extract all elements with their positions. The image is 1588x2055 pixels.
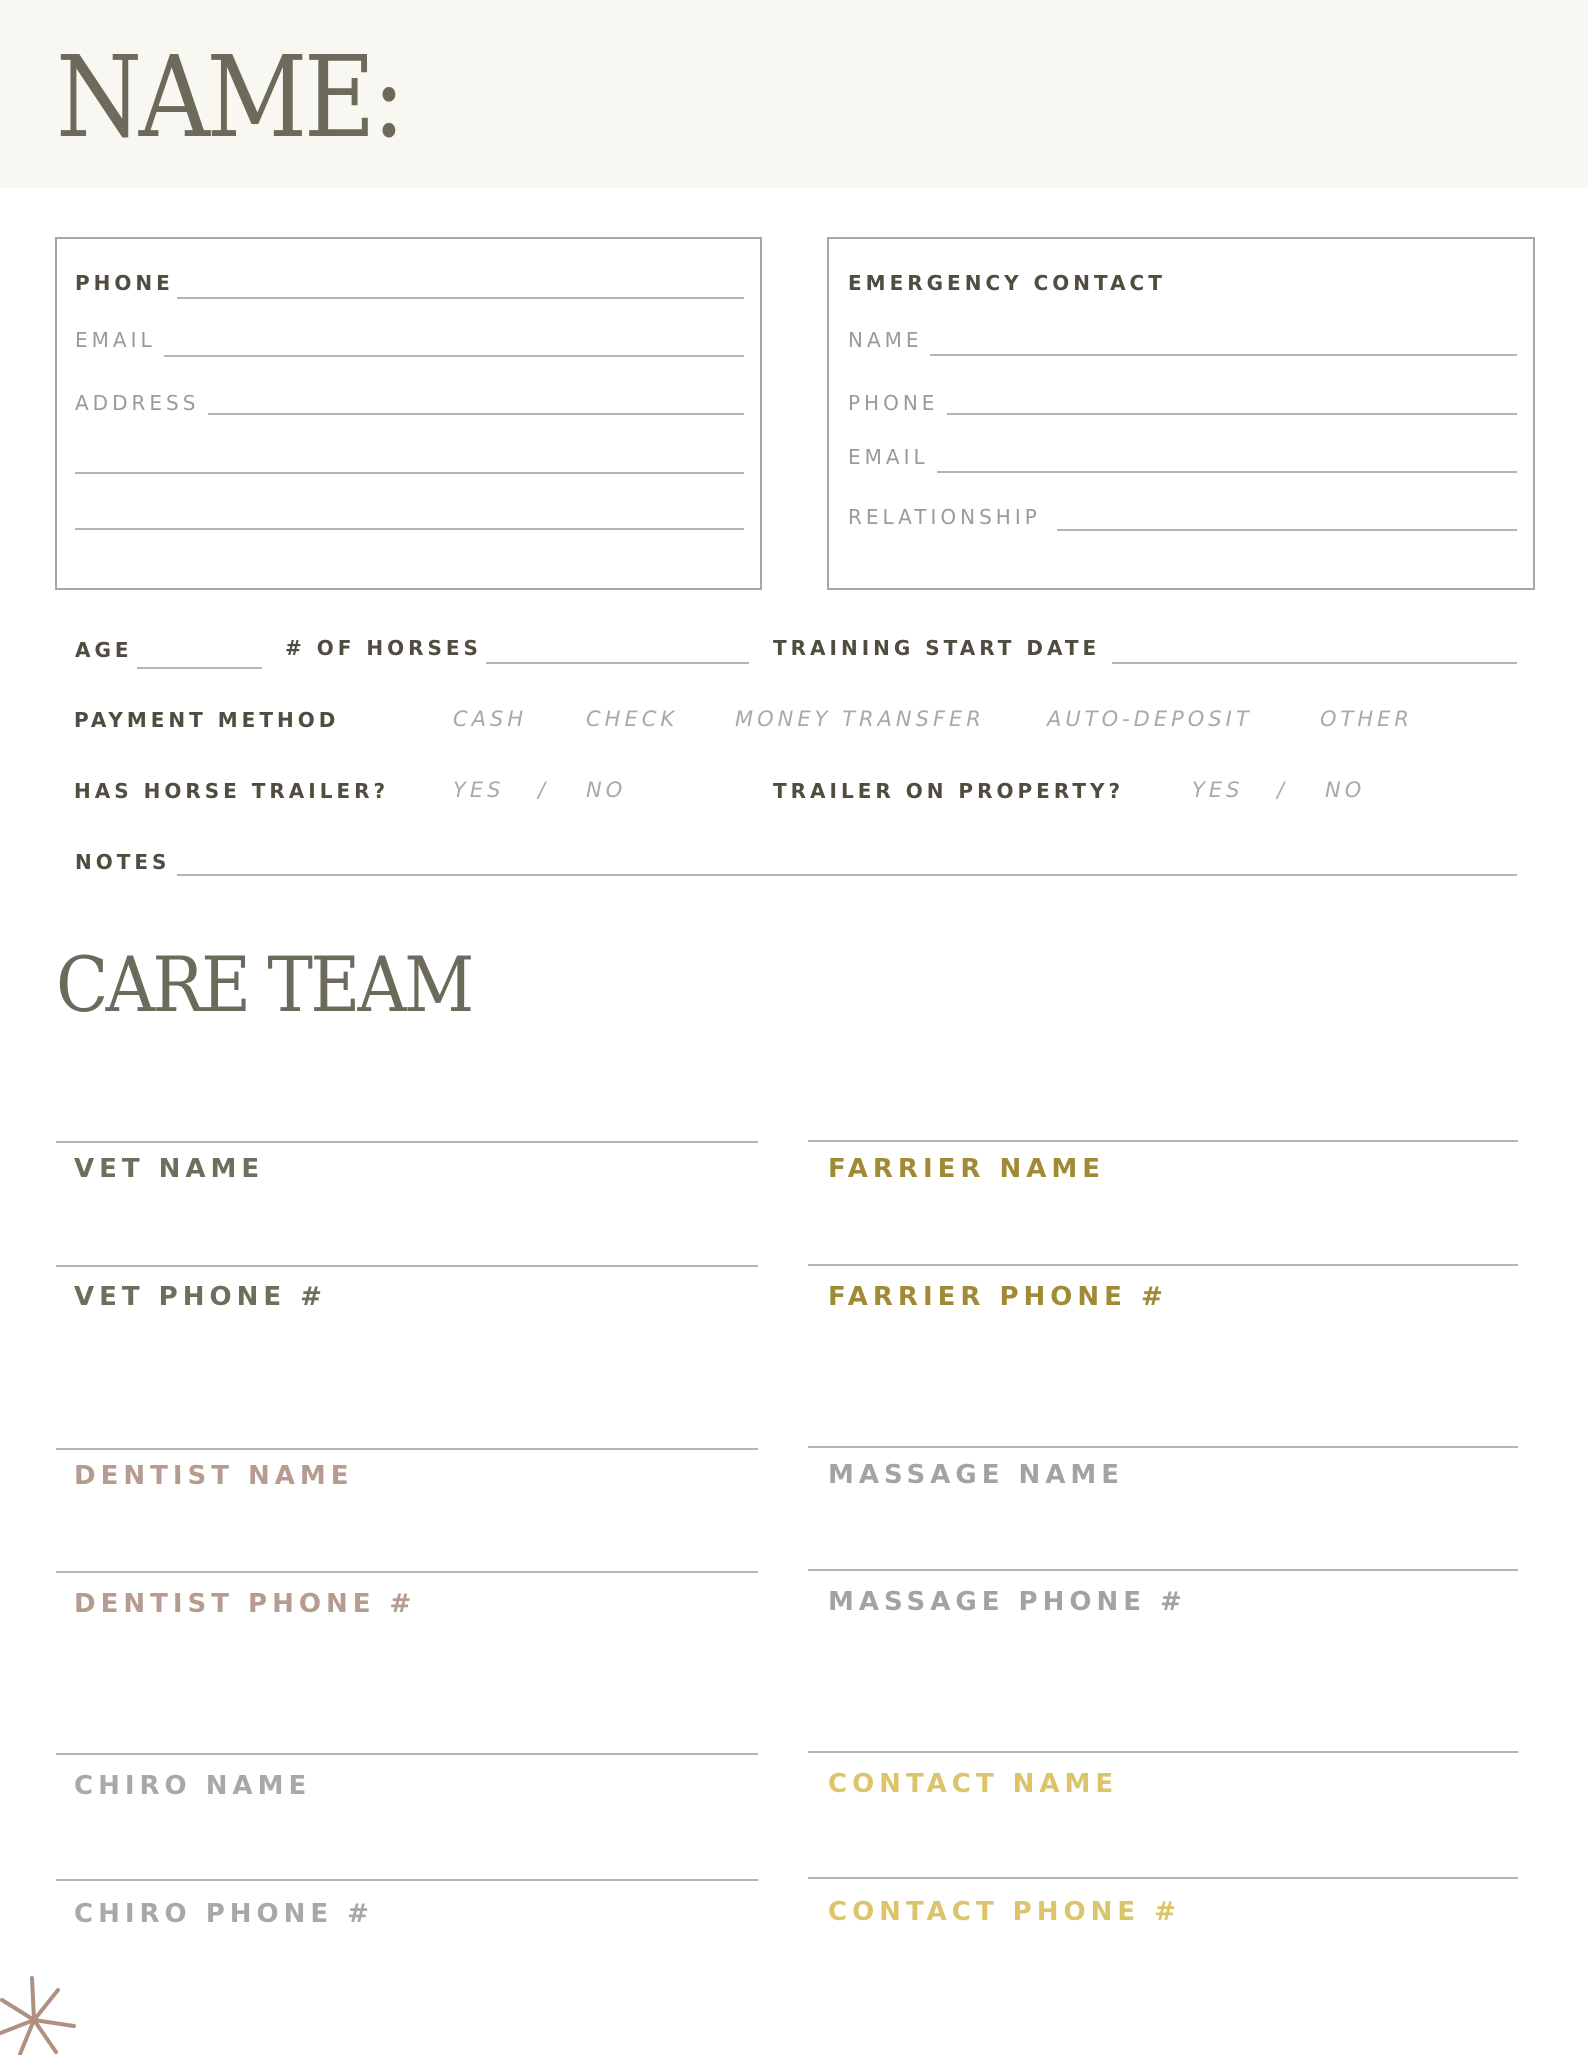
farrier-phone-label: FARRIER PHONE # xyxy=(828,1282,1168,1312)
horse-trailer-yes[interactable]: YES xyxy=(453,778,505,802)
age-label: AGE xyxy=(75,638,133,662)
payment-option-check[interactable]: CHECK xyxy=(586,707,679,731)
horses-field[interactable] xyxy=(486,662,749,664)
trailer-on-property-no[interactable]: NO xyxy=(1325,778,1366,802)
payment-option-auto-deposit[interactable]: AUTO-DEPOSIT xyxy=(1047,707,1253,731)
emergency-name-field[interactable] xyxy=(930,354,1517,356)
address-field-line-3[interactable] xyxy=(75,528,744,530)
horse-trailer-slash: / xyxy=(538,778,550,802)
payment-method-label: PAYMENT METHOD xyxy=(74,708,340,732)
contact-phone-label: CONTACT PHONE # xyxy=(828,1897,1181,1927)
dentist-name-label: DENTIST NAME xyxy=(74,1461,354,1491)
asterisk-icon xyxy=(0,1976,90,2055)
emergency-email-field[interactable] xyxy=(937,471,1517,473)
phone-label: PHONE xyxy=(75,271,174,295)
contact-phone-field[interactable] xyxy=(808,1877,1518,1879)
trailer-on-property-label: TRAILER ON PROPERTY? xyxy=(773,779,1125,803)
email-field[interactable] xyxy=(164,355,744,357)
emergency-phone-field[interactable] xyxy=(947,413,1517,415)
massage-name-label: MASSAGE NAME xyxy=(828,1460,1125,1490)
email-label: EMAIL xyxy=(75,328,156,352)
horse-trailer-label: HAS HORSE TRAILER? xyxy=(74,779,390,803)
vet-name-label: VET NAME xyxy=(74,1154,265,1184)
payment-option-cash[interactable]: CASH xyxy=(453,707,528,731)
emergency-phone-label: PHONE xyxy=(848,391,939,415)
massage-name-field[interactable] xyxy=(808,1446,1518,1448)
training-start-date-label: TRAINING START DATE xyxy=(773,636,1101,660)
address-field-line-2[interactable] xyxy=(75,472,744,474)
vet-phone-label: VET PHONE # xyxy=(74,1282,327,1312)
notes-field[interactable] xyxy=(177,874,1517,876)
emergency-relationship-field[interactable] xyxy=(1057,529,1517,531)
farrier-phone-field[interactable] xyxy=(808,1264,1518,1266)
chiro-name-label: CHIRO NAME xyxy=(74,1771,312,1801)
chiro-phone-field[interactable] xyxy=(56,1879,758,1881)
dentist-phone-field[interactable] xyxy=(56,1571,758,1573)
contact-name-field[interactable] xyxy=(808,1751,1518,1753)
contact-name-label: CONTACT NAME xyxy=(828,1769,1119,1799)
horse-trailer-no[interactable]: NO xyxy=(586,778,627,802)
emergency-relationship-label: RELATIONSHIP xyxy=(848,505,1041,529)
address-label: ADDRESS xyxy=(75,391,200,415)
farrier-name-field[interactable] xyxy=(808,1140,1518,1142)
horses-label: # OF HORSES xyxy=(285,636,482,660)
dentist-name-field[interactable] xyxy=(56,1448,758,1450)
emergency-contact-title: EMERGENCY CONTACT xyxy=(848,271,1166,295)
trailer-on-property-slash: / xyxy=(1277,778,1289,802)
chiro-name-field[interactable] xyxy=(56,1753,758,1755)
payment-option-other[interactable]: OTHER xyxy=(1320,707,1414,731)
age-field[interactable] xyxy=(137,667,262,669)
farrier-name-label: FARRIER NAME xyxy=(828,1154,1105,1184)
payment-option-money-transfer[interactable]: MONEY TRANSFER xyxy=(735,707,985,731)
dentist-phone-label: DENTIST PHONE # xyxy=(74,1589,417,1619)
care-team-title: CARE TEAM xyxy=(56,940,472,1029)
emergency-email-label: EMAIL xyxy=(848,445,929,469)
notes-label: NOTES xyxy=(75,850,171,874)
massage-phone-field[interactable] xyxy=(808,1569,1518,1571)
chiro-phone-label: CHIRO PHONE # xyxy=(74,1899,374,1929)
vet-phone-field[interactable] xyxy=(56,1265,758,1267)
massage-phone-label: MASSAGE PHONE # xyxy=(828,1587,1187,1617)
vet-name-field[interactable] xyxy=(56,1141,758,1143)
address-field[interactable] xyxy=(208,413,744,415)
trailer-on-property-yes[interactable]: YES xyxy=(1192,778,1244,802)
training-start-date-field[interactable] xyxy=(1112,662,1517,664)
page-title: NAME: xyxy=(56,33,402,163)
phone-field[interactable] xyxy=(177,297,744,299)
emergency-name-label: NAME xyxy=(848,328,923,352)
